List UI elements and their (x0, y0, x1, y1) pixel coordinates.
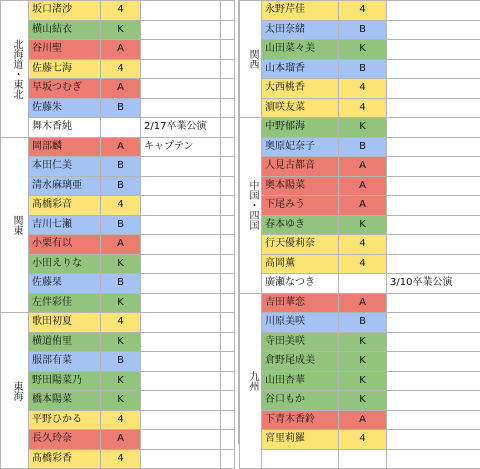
empty-cell[interactable] (221, 59, 235, 79)
roster-row (1, 332, 235, 352)
team-cell[interactable]: B (101, 157, 141, 177)
roster-row (240, 293, 480, 313)
note-cell[interactable] (141, 293, 221, 313)
member-name-cell[interactable]: 小栗有以 (29, 235, 101, 255)
team-cell[interactable]: K (101, 332, 141, 352)
team-cell[interactable]: B (339, 20, 387, 40)
member-name-cell[interactable]: 春本ゆき (262, 215, 339, 235)
left-roster-table (0, 0, 235, 469)
empty-cell[interactable] (221, 371, 235, 391)
note-cell[interactable]: 2/17卒業公演 (141, 118, 221, 138)
roster-row (1, 449, 235, 469)
roster-row (240, 79, 480, 99)
member-name-cell[interactable]: 奥原妃奈子 (262, 137, 339, 157)
member-name-cell[interactable]: 小田えりな (29, 254, 101, 274)
member-name-cell[interactable]: 横道侑里 (29, 332, 101, 352)
note-cell[interactable] (141, 391, 221, 411)
empty-cell[interactable] (221, 352, 235, 372)
note-cell[interactable] (141, 79, 221, 99)
note-cell[interactable] (387, 157, 480, 177)
team-cell[interactable]: A (339, 293, 387, 313)
member-name-cell[interactable]: 横山結衣 (29, 20, 101, 40)
team-cell[interactable]: B (101, 176, 141, 196)
team-cell[interactable]: 4 (339, 235, 387, 255)
roster-row (240, 20, 480, 40)
note-cell[interactable] (141, 176, 221, 196)
team-cell[interactable]: K (339, 215, 387, 235)
note-cell[interactable] (141, 59, 221, 79)
empty-cell[interactable] (221, 391, 235, 411)
roster-row (1, 430, 235, 450)
roster-row (240, 313, 480, 333)
empty-cell[interactable] (221, 410, 235, 430)
roster-row (240, 254, 480, 274)
region-label: 関西 (240, 1, 262, 118)
roster-row (240, 137, 480, 157)
roster-row (1, 215, 235, 235)
team-cell[interactable]: A (339, 410, 387, 430)
team-cell[interactable]: A (101, 235, 141, 255)
member-name-cell[interactable]: 橋本陽菜 (29, 391, 101, 411)
region-label: 九州 (240, 293, 262, 469)
note-cell[interactable] (141, 332, 221, 352)
member-name-cell[interactable]: 宮里莉羅 (262, 430, 339, 450)
roster-row (1, 235, 235, 255)
member-name-cell[interactable]: 谷川聖 (29, 40, 101, 60)
empty-cell[interactable] (221, 313, 235, 333)
note-cell[interactable]: キャプテン (141, 137, 221, 157)
roster-row (240, 1, 480, 21)
team-cell[interactable]: 4 (339, 1, 387, 21)
team-cell[interactable]: K (339, 332, 387, 352)
note-cell[interactable] (387, 235, 480, 255)
empty-cell[interactable] (221, 176, 235, 196)
member-name-cell[interactable]: 川原美咲 (262, 313, 339, 333)
member-name-cell[interactable]: 髙橋彩音 (29, 196, 101, 216)
member-name-cell[interactable]: 中野郁海 (262, 118, 339, 138)
member-name-cell[interactable]: 服部有菜 (29, 352, 101, 372)
roster-row (1, 352, 235, 372)
member-name-cell[interactable]: 佐藤栞 (29, 274, 101, 294)
member-name-cell[interactable]: 髙橋彩香 (29, 449, 101, 469)
member-name-cell[interactable]: 下青木香鈴 (262, 410, 339, 430)
team-cell[interactable]: A (101, 79, 141, 99)
team-cell[interactable]: A (339, 196, 387, 216)
member-name-cell[interactable]: 倉野尾成美 (262, 352, 339, 372)
member-name-cell[interactable]: 高岡薫 (262, 254, 339, 274)
team-cell[interactable]: B (339, 137, 387, 157)
empty-cell[interactable] (221, 332, 235, 352)
note-cell[interactable] (387, 410, 480, 430)
note-cell[interactable] (141, 254, 221, 274)
note-cell[interactable] (387, 313, 480, 333)
member-name-cell[interactable]: 舞木香純 (29, 118, 101, 138)
roster-row (240, 59, 480, 79)
note-cell[interactable]: 3/10卒業公演 (387, 274, 480, 294)
note-cell[interactable] (141, 215, 221, 235)
team-cell[interactable]: 4 (339, 254, 387, 274)
roster-row (1, 196, 235, 216)
note-cell[interactable] (387, 1, 480, 21)
empty-cell[interactable] (221, 137, 235, 157)
empty-cell[interactable] (221, 118, 235, 138)
team-cell[interactable]: A (101, 40, 141, 60)
member-name-cell[interactable]: 大西桃香 (262, 79, 339, 99)
member-name-cell[interactable]: 吉田華恋 (262, 293, 339, 313)
roster-row (1, 1, 235, 21)
member-name-cell[interactable]: 野田陽菜乃 (29, 371, 101, 391)
roster-row (1, 157, 235, 177)
roster-row (1, 391, 235, 411)
member-name-cell[interactable]: 山本瑠香 (262, 59, 339, 79)
team-cell[interactable]: 4 (101, 449, 141, 469)
member-name-cell[interactable]: 左伴彩佳 (29, 293, 101, 313)
member-name-cell[interactable]: 濵咲友菜 (262, 98, 339, 118)
note-cell[interactable] (141, 1, 221, 21)
note-cell[interactable] (387, 79, 480, 99)
note-cell[interactable] (387, 332, 480, 352)
note-cell[interactable] (387, 215, 480, 235)
team-cell[interactable]: K (339, 391, 387, 411)
note-cell[interactable] (141, 157, 221, 177)
roster-row (1, 293, 235, 313)
roster-row (1, 79, 235, 99)
member-name-cell[interactable]: 行天優莉奈 (262, 235, 339, 255)
team-cell[interactable]: K (101, 254, 141, 274)
team-cell[interactable]: A (101, 137, 141, 157)
team-cell[interactable]: A (101, 430, 141, 450)
region-label: 中国・四国 (240, 118, 262, 294)
roster-row (1, 176, 235, 196)
roster-row (1, 137, 235, 157)
team-cell[interactable]: A (339, 157, 387, 177)
team-cell[interactable]: B (339, 313, 387, 333)
empty-cell[interactable] (221, 157, 235, 177)
note-cell[interactable] (387, 254, 480, 274)
note-cell[interactable] (141, 235, 221, 255)
roster-row (240, 235, 480, 255)
note-cell[interactable] (141, 371, 221, 391)
empty-cell[interactable] (221, 293, 235, 313)
team-cell[interactable] (339, 274, 387, 294)
team-cell[interactable]: 4 (339, 430, 387, 450)
member-name-cell[interactable]: 歌田初夏 (29, 313, 101, 333)
roster-row (1, 313, 235, 333)
team-cell[interactable]: 4 (101, 196, 141, 216)
empty-cell[interactable] (221, 1, 235, 21)
empty-cell[interactable] (221, 196, 235, 216)
note-cell[interactable] (387, 20, 480, 40)
team-cell[interactable]: 4 (339, 98, 387, 118)
note-cell[interactable] (141, 313, 221, 333)
team-cell[interactable]: B (101, 98, 141, 118)
empty-cell[interactable] (221, 40, 235, 60)
note-cell[interactable] (387, 98, 480, 118)
member-name-cell[interactable]: 下尾みう (262, 196, 339, 216)
roster-row (240, 176, 480, 196)
note-cell[interactable] (387, 40, 480, 60)
member-name-cell[interactable]: 佐藤朱 (29, 98, 101, 118)
note-cell[interactable] (387, 391, 480, 411)
roster-row (240, 157, 480, 177)
team-cell[interactable]: K (339, 352, 387, 372)
roster-row (240, 40, 480, 60)
team-cell[interactable]: K (101, 20, 141, 40)
roster-row (240, 430, 480, 450)
empty-cell[interactable] (221, 79, 235, 99)
note-cell[interactable] (387, 293, 480, 313)
roster-row (240, 449, 480, 469)
roster-row (1, 40, 235, 60)
note-cell[interactable] (387, 137, 480, 157)
member-name-cell[interactable]: 奥本陽菜 (262, 176, 339, 196)
team-cell[interactable] (339, 449, 387, 469)
member-name-cell[interactable]: 廣瀬なつき (262, 274, 339, 294)
note-cell[interactable] (141, 410, 221, 430)
note-cell[interactable] (387, 176, 480, 196)
team-cell[interactable]: K (101, 391, 141, 411)
roster-row (1, 371, 235, 391)
roster-row (1, 98, 235, 118)
empty-cell[interactable] (221, 430, 235, 450)
member-name-cell[interactable]: 山田菜々美 (262, 40, 339, 60)
roster-row (1, 274, 235, 294)
empty-cell[interactable] (221, 254, 235, 274)
region-label: 関東 (1, 137, 29, 313)
note-cell[interactable] (387, 118, 480, 138)
note-cell[interactable] (141, 40, 221, 60)
team-cell[interactable] (101, 118, 141, 138)
member-name-cell[interactable]: 人見古都音 (262, 157, 339, 177)
note-cell[interactable] (387, 352, 480, 372)
note-cell[interactable] (141, 449, 221, 469)
team-cell[interactable]: 4 (101, 410, 141, 430)
member-name-cell[interactable]: 早坂つむぎ (29, 79, 101, 99)
note-cell[interactable] (141, 274, 221, 294)
empty-cell[interactable] (221, 20, 235, 40)
roster-row (240, 118, 480, 138)
roster-row (1, 254, 235, 274)
member-name-cell[interactable]: 清水麻璃亜 (29, 176, 101, 196)
note-cell[interactable] (141, 430, 221, 450)
member-name-cell[interactable]: 吉川七瀬 (29, 215, 101, 235)
member-name-cell[interactable]: 平野ひかる (29, 410, 101, 430)
note-cell[interactable] (141, 196, 221, 216)
member-name-cell[interactable]: 太田奈緒 (262, 20, 339, 40)
note-cell[interactable] (141, 98, 221, 118)
roster-row (1, 118, 235, 138)
team-cell[interactable]: B (101, 215, 141, 235)
note-cell[interactable] (387, 196, 480, 216)
member-name-cell[interactable]: 岡部麟 (29, 137, 101, 157)
region-label: 東海 (1, 313, 29, 469)
roster-row (240, 332, 480, 352)
team-cell[interactable]: 4 (339, 79, 387, 99)
member-name-cell[interactable]: 寺田美咲 (262, 332, 339, 352)
roster-row (240, 98, 480, 118)
roster-row (1, 410, 235, 430)
note-cell[interactable] (387, 59, 480, 79)
right-roster-table (239, 0, 480, 469)
roster-row (1, 59, 235, 79)
roster-row (240, 391, 480, 411)
note-cell[interactable] (387, 430, 480, 450)
team-cell[interactable]: 4 (101, 1, 141, 21)
roster-row (240, 371, 480, 391)
empty-cell[interactable] (221, 274, 235, 294)
team-cell[interactable]: A (339, 176, 387, 196)
team-cell[interactable]: K (339, 40, 387, 60)
member-name-cell[interactable]: 本田仁美 (29, 157, 101, 177)
note-cell[interactable] (141, 20, 221, 40)
team-cell[interactable]: K (339, 371, 387, 391)
empty-cell[interactable] (221, 98, 235, 118)
left-roster-body (1, 1, 235, 469)
roster-row (240, 196, 480, 216)
roster-row (1, 20, 235, 40)
region-label: 北海道・東北 (1, 1, 29, 138)
member-name-cell[interactable]: 山田杏華 (262, 371, 339, 391)
member-name-cell[interactable]: 坂口渚沙 (29, 1, 101, 21)
team-cell[interactable]: K (101, 293, 141, 313)
empty-cell[interactable] (221, 235, 235, 255)
note-cell[interactable] (387, 371, 480, 391)
team-cell[interactable]: B (339, 59, 387, 79)
team-cell[interactable]: B (101, 352, 141, 372)
member-name-cell[interactable] (262, 449, 339, 469)
team-cell[interactable]: 4 (101, 59, 141, 79)
member-name-cell[interactable]: 長久玲奈 (29, 430, 101, 450)
member-name-cell[interactable]: 谷口もか (262, 391, 339, 411)
empty-cell[interactable] (221, 215, 235, 235)
note-cell[interactable] (141, 352, 221, 372)
member-name-cell[interactable]: 佐藤七海 (29, 59, 101, 79)
team-cell[interactable]: B (101, 274, 141, 294)
roster-row (240, 274, 480, 294)
team-cell[interactable]: 4 (101, 313, 141, 333)
note-cell[interactable] (387, 449, 480, 469)
member-name-cell[interactable]: 永野芹佳 (262, 1, 339, 21)
team-cell[interactable]: K (339, 118, 387, 138)
right-roster-body (240, 1, 480, 469)
roster-row (240, 352, 480, 372)
team-cell[interactable]: K (101, 371, 141, 391)
roster-row (240, 410, 480, 430)
empty-cell[interactable] (221, 449, 235, 469)
roster-row (240, 215, 480, 235)
